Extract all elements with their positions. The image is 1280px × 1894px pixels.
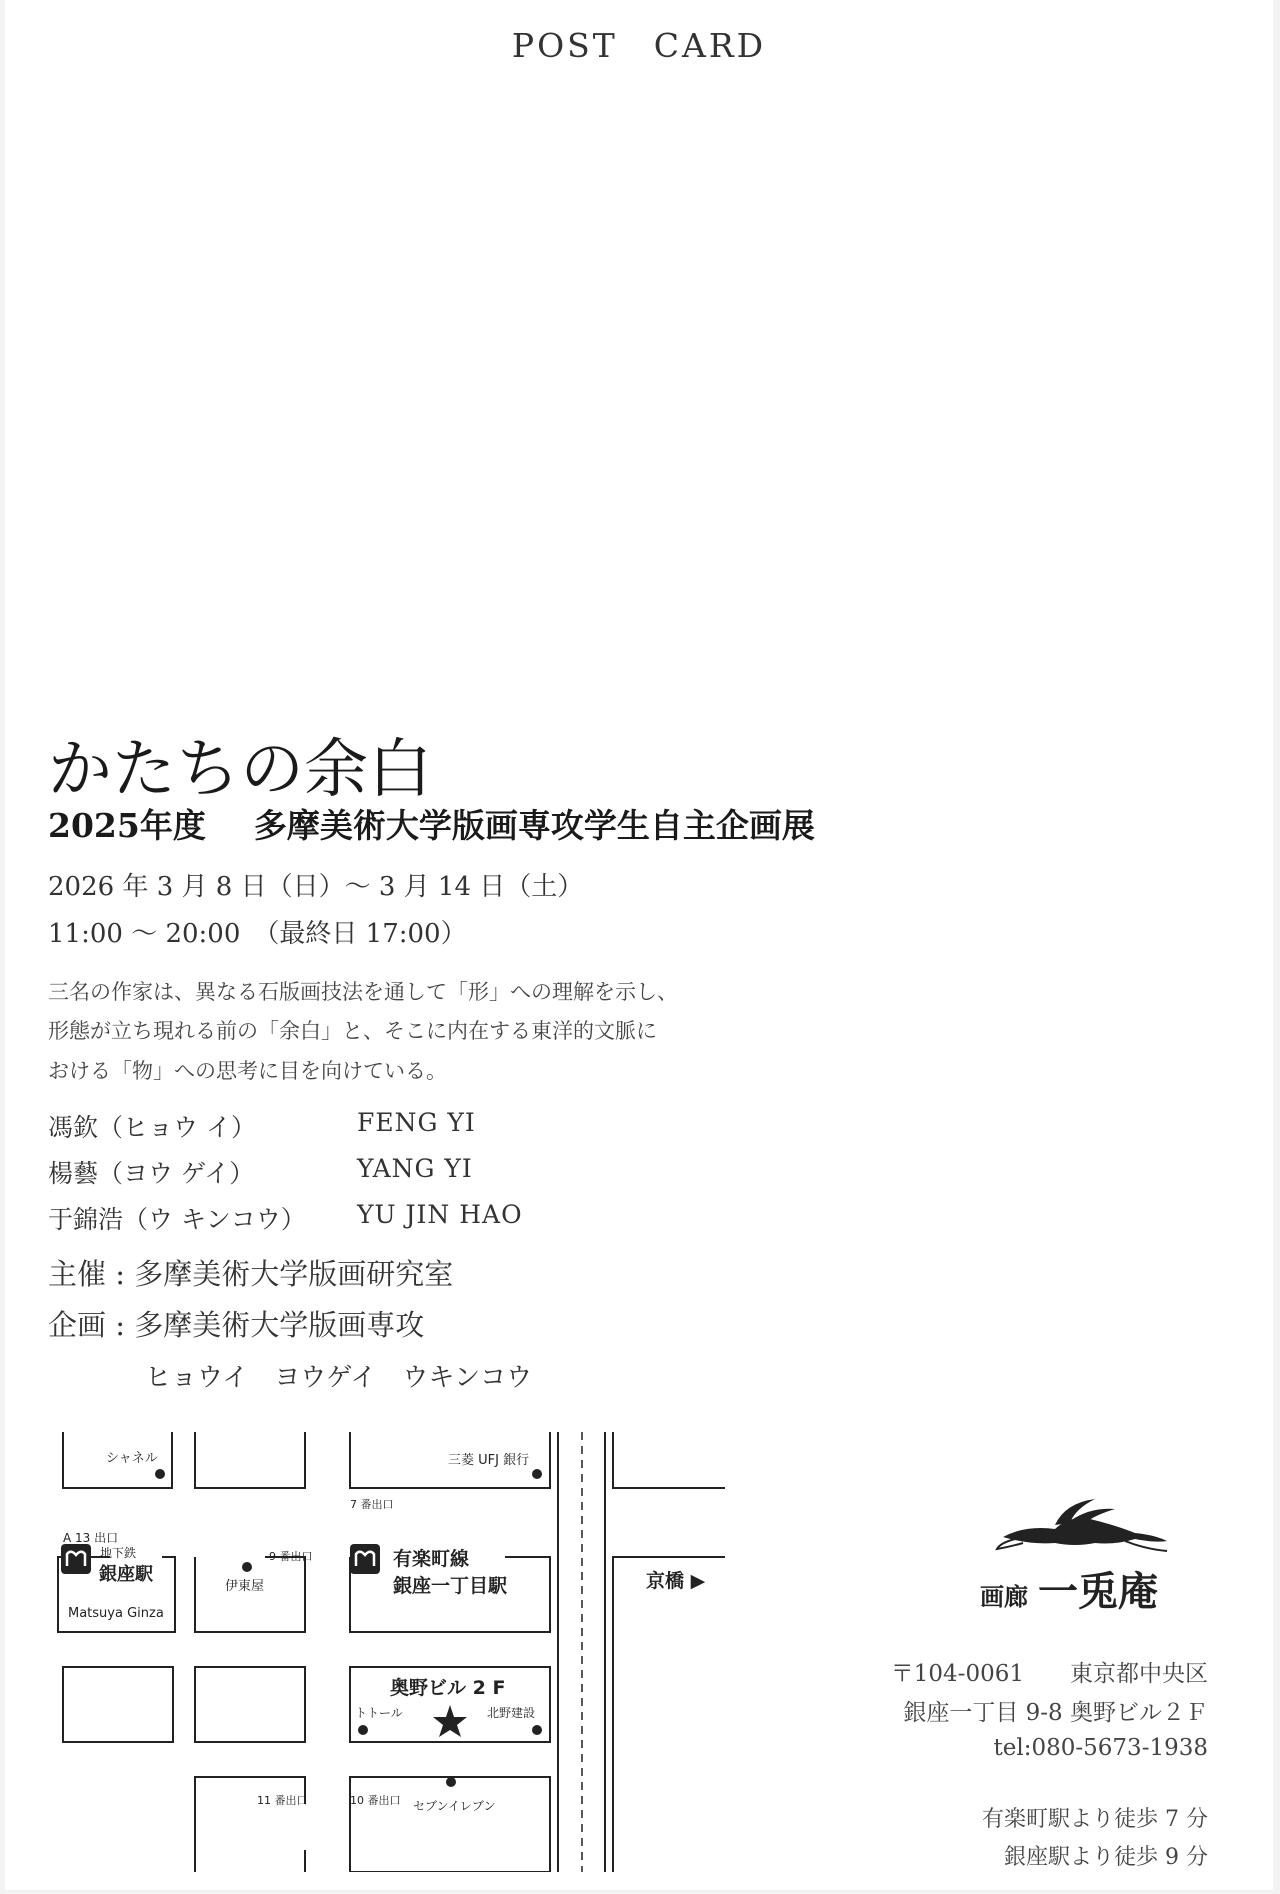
map-label-exit-a13: A 13 出口 (63, 1531, 119, 1545)
map-label-matsuya: Matsuya Ginza (68, 1606, 164, 1621)
map-marker (155, 1469, 165, 1479)
map-block (195, 1667, 305, 1742)
gallery-prefix: 画廊 (980, 1582, 1028, 1611)
map-marker (242, 1562, 252, 1572)
exhibition-hours: 11:00 ～ 20:00 （最終日 17:00） (48, 919, 467, 949)
map-label-kitano: 北野建設 (487, 1706, 536, 1720)
artist-name-en: FENG YI (357, 1108, 476, 1137)
gallery-title: 一兎庵 (1038, 1568, 1158, 1615)
rabbit-logo-icon (995, 1495, 1175, 1555)
map-label-exit10: 10 番出口 (350, 1794, 401, 1807)
artist-name-jp: 楊藝（ヨウ ゲイ） (48, 1159, 255, 1188)
description-line: おける「物」への思考に目を向けている。 (48, 1059, 447, 1083)
address-line: 〒104-0061 東京都中央区 (890, 1661, 1208, 1687)
artist-name-jp: 于錦浩（ウ キンコウ） (48, 1205, 306, 1234)
map-label-chanel: シャネル (106, 1451, 158, 1466)
map-label-exit9: 9 番出口 (269, 1550, 313, 1563)
map-label-okuno: 奥野ビル 2 F (390, 1677, 506, 1699)
artist-name-jp: 馮欽（ヒョウ イ） (48, 1113, 256, 1142)
organizer-staff: ヒョウイ ヨウゲイ ウキンコウ (145, 1363, 533, 1393)
map-label-kyobashi: 京橋 ▶ (646, 1570, 706, 1592)
description-line: 形態が立ち現れる前の「余白」と、そこに内在する東洋的文脈に (48, 1019, 657, 1043)
map-block (195, 1777, 305, 1872)
artist-name-en: YANG YI (357, 1154, 473, 1183)
address-tel: tel:080-5673-1938 (993, 1735, 1208, 1761)
map-block (350, 1777, 550, 1872)
map-label-subway: 地下鉄 (100, 1546, 137, 1560)
map-label-ginza-itchome: 銀座一丁目駅 (393, 1575, 508, 1597)
map-marker (532, 1725, 542, 1735)
map-block (195, 1432, 305, 1488)
organizer-host: 主催 : 多摩美術大学版画研究室 (48, 1257, 454, 1291)
map-block (63, 1667, 173, 1742)
subtitle-text: 多摩美術大学版画専攻学生自主企画展 (253, 806, 815, 845)
map-label-seven-eleven: セブンイレブン (413, 1799, 496, 1813)
map-label-mufg: 三菱 UFJ 銀行 (448, 1453, 530, 1468)
map-label-ginza-station: 銀座駅 (99, 1564, 153, 1585)
map-marker (532, 1469, 542, 1479)
subway-icon (350, 1544, 380, 1574)
map-label-exit11: 11 番出口 (257, 1794, 308, 1807)
exhibition-title: かたちの余白 (48, 733, 432, 807)
map-label-itoya: 伊東屋 (225, 1579, 265, 1594)
exhibition-dates: 2026 年 3 月 8 日（日）～ 3 月 14 日（土） (48, 872, 584, 902)
map-label-tootoru: トトール (355, 1706, 403, 1720)
address-line: 銀座一丁目 9-8 奥野ビル２Ｆ (903, 1700, 1208, 1726)
access-info: 銀座駅より徒歩 9 分 (1004, 1845, 1208, 1870)
gallery-star-icon (433, 1705, 467, 1737)
subway-icon (61, 1544, 91, 1574)
description-line: 三名の作家は、異なる石版画技法を通して「形」への理解を示し、 (48, 980, 678, 1004)
map-label-yurakucho-line: 有楽町線 (393, 1548, 470, 1570)
postcard-header: POST CARD (511, 26, 767, 65)
year-label: 2025年度 (48, 806, 206, 845)
map-block (613, 1432, 725, 1488)
access-map (50, 1432, 740, 1872)
map-label-exit7: 7 番出口 (350, 1498, 394, 1511)
map-marker (358, 1725, 368, 1735)
map-block (613, 1557, 725, 1872)
map-marker (446, 1777, 456, 1787)
exhibition-subtitle (48, 800, 815, 847)
organizer-planning: 企画 : 多摩美術大学版画専攻 (48, 1308, 425, 1342)
access-info: 有楽町駅より徒歩 7 分 (982, 1807, 1208, 1832)
gallery-name (980, 1560, 1158, 1617)
postcard (5, 0, 1273, 1890)
artist-name-en: YU JIN HAO (357, 1200, 523, 1229)
